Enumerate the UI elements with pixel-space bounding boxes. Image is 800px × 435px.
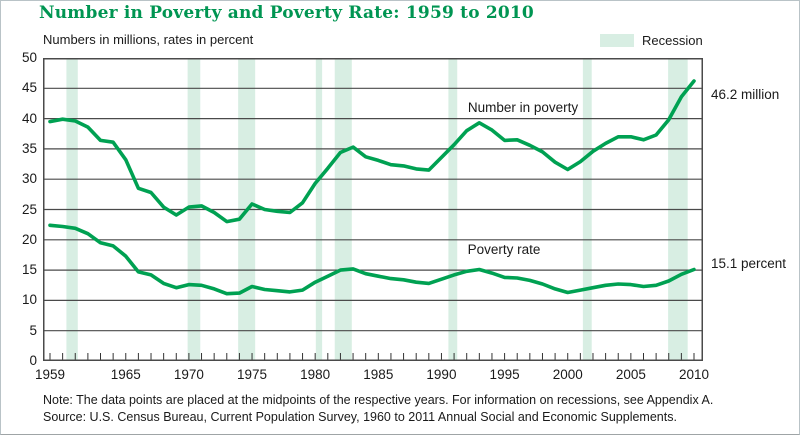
recession-swatch-icon bbox=[600, 34, 634, 47]
legend bbox=[600, 33, 703, 48]
x-tick-label: 2000 bbox=[552, 367, 583, 382]
chart-title: Number in Poverty and Poverty Rate: 1959 to 2010 bbox=[39, 3, 534, 23]
x-tick-label: 1965 bbox=[110, 367, 141, 382]
plot-svg bbox=[43, 58, 703, 361]
poverty-rate-line bbox=[50, 225, 694, 293]
series-label-number-in-poverty: Number in poverty bbox=[467, 100, 579, 115]
x-tick-label: 1985 bbox=[363, 367, 394, 382]
y-tick-label: 50 bbox=[21, 50, 37, 65]
y-tick-label: 25 bbox=[21, 201, 37, 217]
x-tick-label: 2005 bbox=[615, 367, 646, 382]
x-tick-label: 1990 bbox=[426, 367, 457, 382]
x-tick-label: 1959 bbox=[34, 367, 66, 382]
legend-label: Recession bbox=[642, 33, 703, 48]
y-tick-label: 10 bbox=[21, 292, 37, 308]
footnote-source: Source: U.S. Census Bureau, Current Population Survey, 1960 to 2011 Annual Social and Economic Supplements. bbox=[43, 410, 677, 424]
series-label-poverty-rate: Poverty rate bbox=[467, 242, 541, 257]
annotation-rate-end-value: 15.1 percent bbox=[711, 256, 787, 271]
x-tick-label: 1970 bbox=[173, 367, 204, 382]
y-tick-label: 45 bbox=[21, 80, 37, 96]
number-in-poverty-line bbox=[50, 81, 694, 222]
x-tick-label: 1995 bbox=[489, 367, 520, 382]
y-tick-label: 20 bbox=[21, 231, 37, 247]
x-tick-label: 2010 bbox=[678, 367, 710, 382]
y-tick-label: 40 bbox=[21, 110, 37, 126]
y-tick-label: 35 bbox=[21, 140, 37, 156]
x-tick-label: 1980 bbox=[300, 367, 331, 382]
chart-subtitle: Numbers in millions, rates in percent bbox=[43, 32, 254, 47]
y-tick-label: 15 bbox=[21, 262, 37, 278]
annotation-number-end-value: 46.2 million bbox=[711, 87, 780, 102]
y-tick-label: 5 bbox=[29, 322, 37, 338]
footnote-note: Note: The data points are placed at the midpoints of the respective years. For information on recessions, see Appendix A. bbox=[43, 393, 714, 407]
x-tick-label: 1975 bbox=[237, 367, 268, 382]
y-tick-label: 30 bbox=[21, 171, 37, 187]
y-tick-label: 0 bbox=[29, 353, 37, 368]
